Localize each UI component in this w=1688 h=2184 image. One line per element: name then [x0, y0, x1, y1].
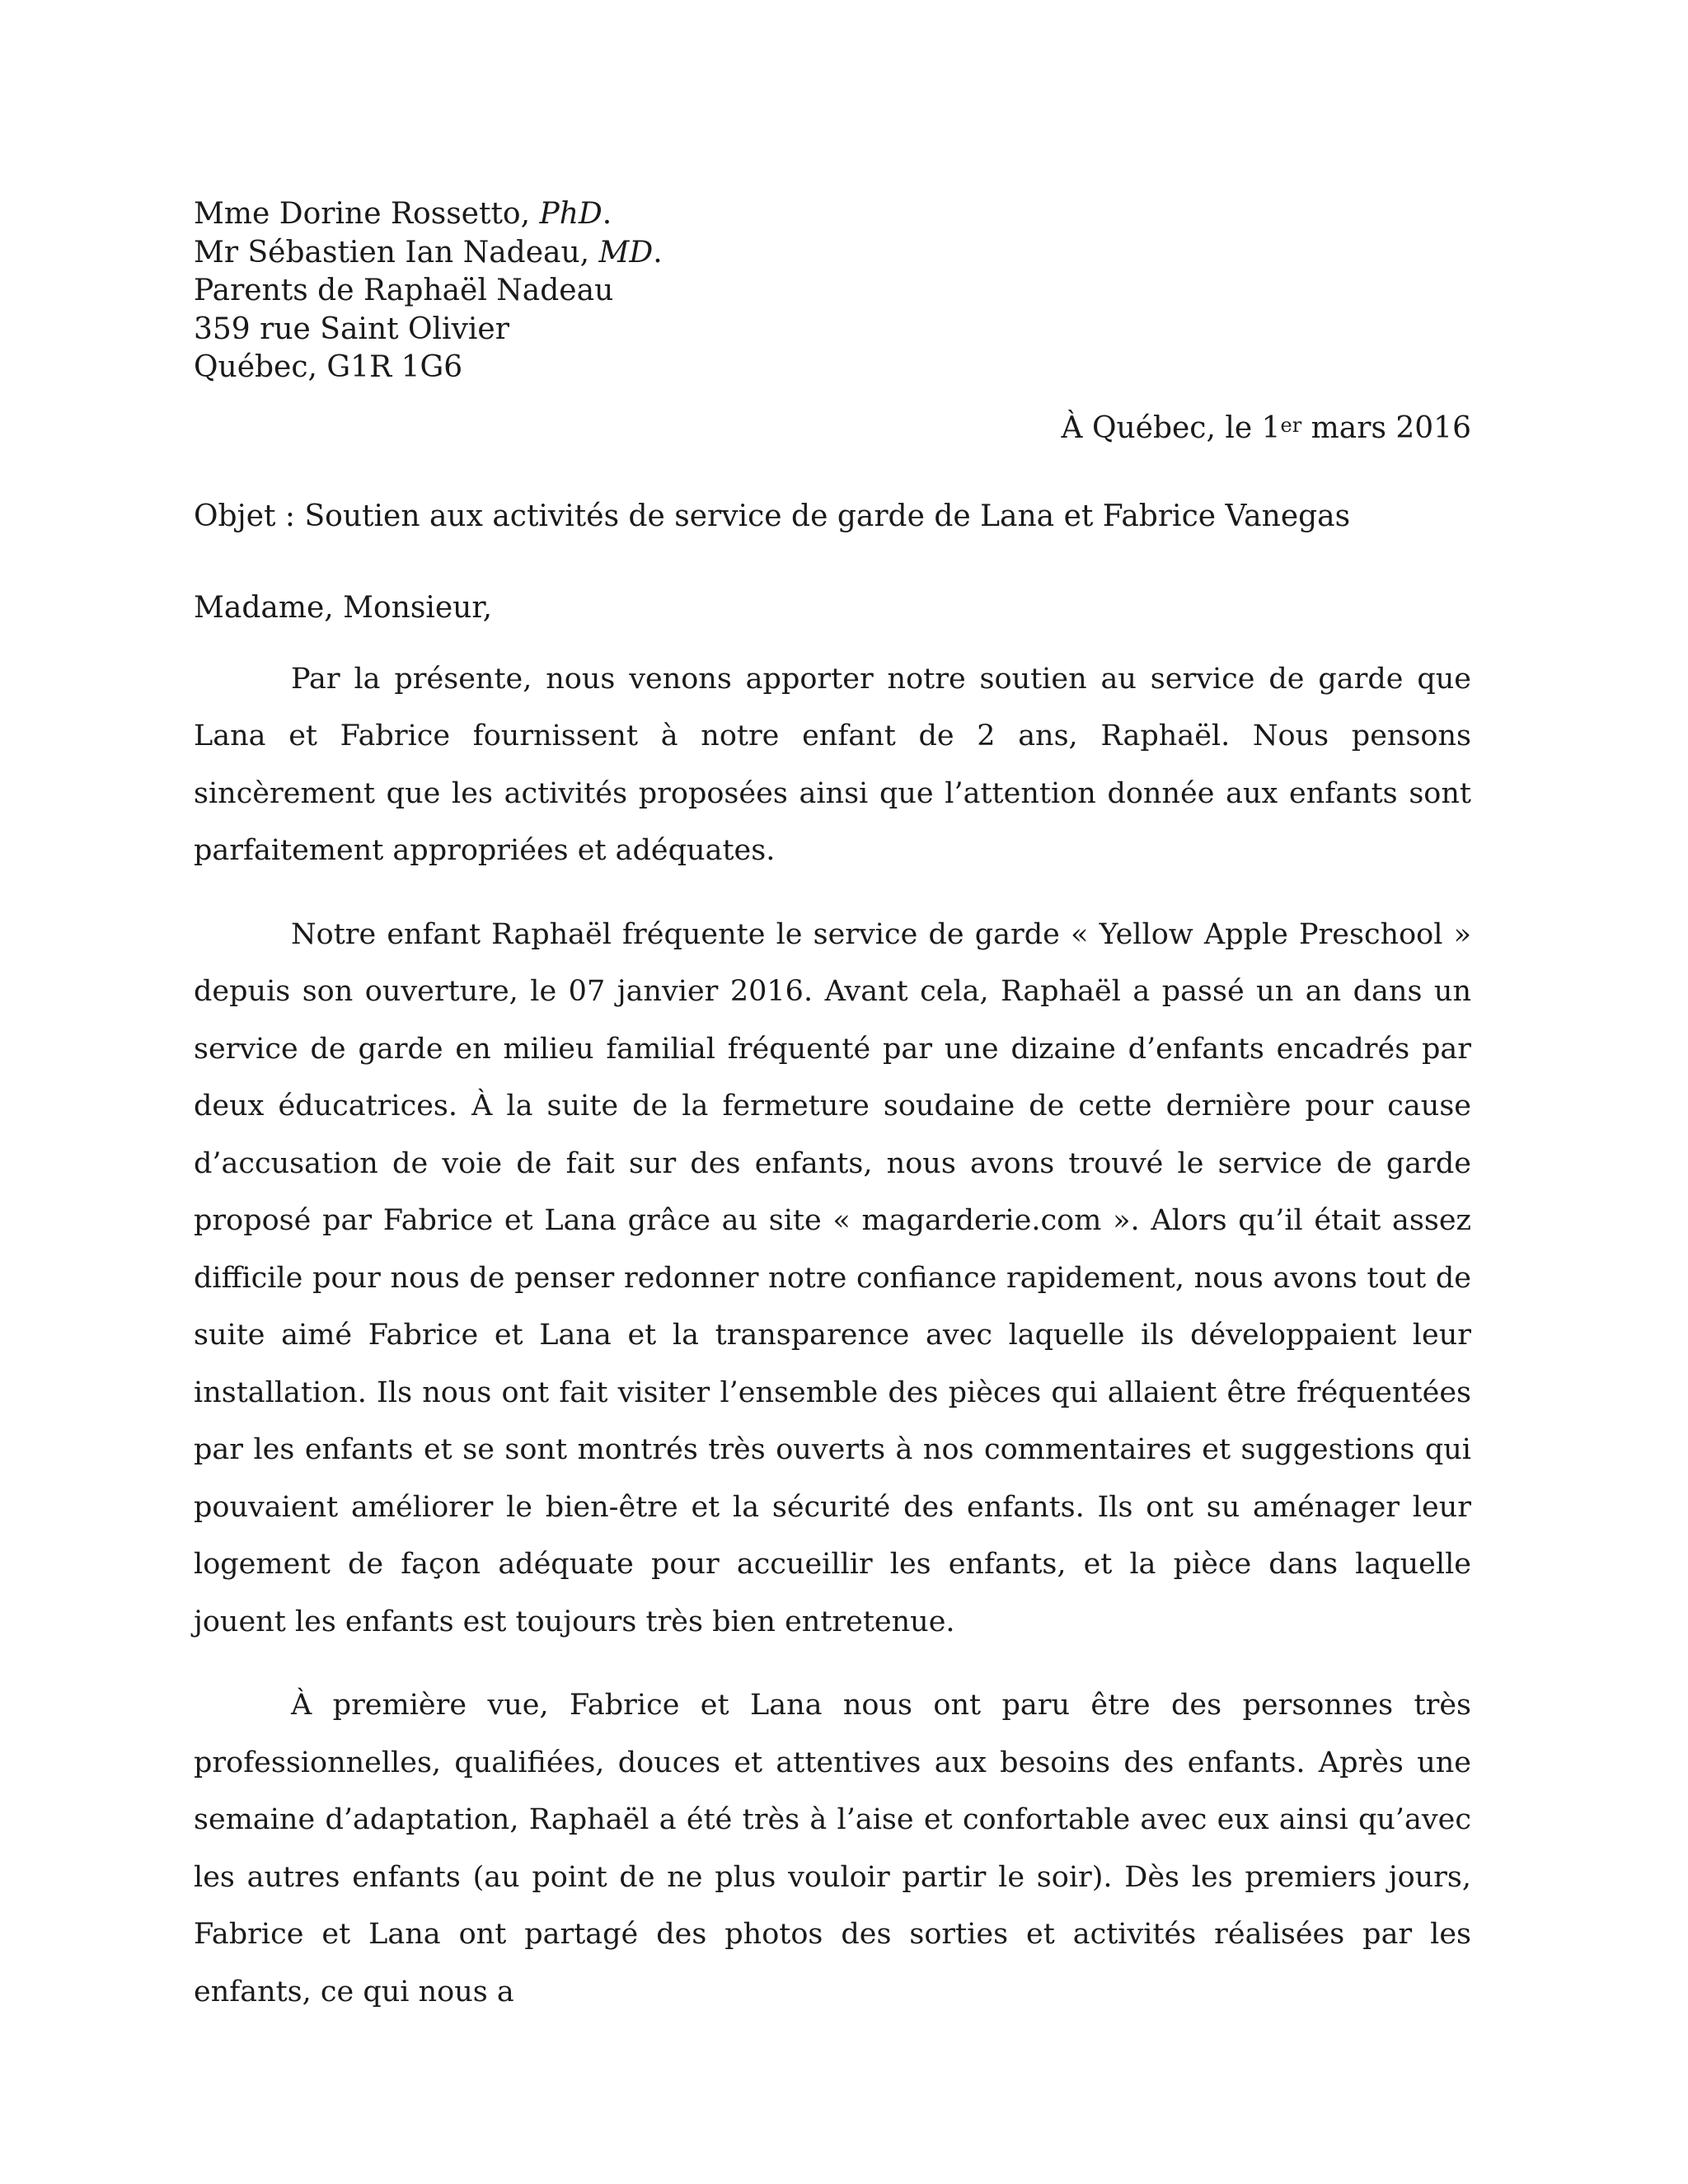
date-superscript: er [1280, 413, 1302, 437]
sender-mother-name: Mme Dorine Rossetto, [194, 197, 540, 231]
sender-father-title: MD [598, 235, 654, 269]
body-paragraph-3: À première vue, Fabrice et Lana nous ont paru être des personnes très professionnelles, qualifiées, douces et attentives aux besoins des enfants. Après une semaine d’adaptation, Raphaël a été très à l’aise et confortable avec eux ainsi qu’avec les autres enfants (au point de ne plus vouloir partir le soir). Dès les premiers jours, Fabrice et Lana ont partagé des photos des sorties et activités réalisées par les enfants, ce qui nous a [194, 1689, 1471, 2008]
sender-mother-title-period: . [602, 197, 612, 231]
date-prefix: À Québec, le 1 [1061, 410, 1281, 445]
date-suffix: mars 2016 [1301, 410, 1471, 445]
letter-body [194, 651, 1471, 2022]
sender-street: 359 rue Saint Olivier [194, 312, 509, 346]
sender-father-name: Mr Sébastien Ian Nadeau, [194, 235, 599, 269]
body-paragraph-1: Par la présente, nous venons apporter notre soutien au service de garde que Lana et Fabrice fournissent à notre enfant de 2 ans, Raphaël. Nous pensons sincèrement que les activités proposées ainsi que l’attention donnée aux enfants sont parfaitement appropriées et adéquates. [194, 662, 1471, 867]
body-paragraph-2: Notre enfant Raphaël fréquente le service de garde « Yellow Apple Preschool » depuis son ouverture, le 07 janvier 2016. Avant cela, Raphaël a passé un an dans un service de garde en milieu familial fréquenté par une dizaine d’enfants encadrés par deux éducatrices. À la suite de la fermeture soudaine de cette dernière pour cause d’accusation de voie de fait sur des enfants, nous avons trouvé le service de garde proposé par Fabrice et Lana grâce au site « magarderie.com ». Alors qu’il était assez difficile pour nous de penser redonner notre confiance rapidement, nous avons tout de suite aimé Fabrice et Lana et la transparence avec laquelle ils développaient leur installation. Ils nous ont fait visiter l’ensemble des pièces qui allaient être fréquentées par les enfants et se sont montrés très ouverts à nos commentaires et suggestions qui pouvaient améliorer le bien-être et la sécurité des enfants. Ils ont su aménager leur logement de façon adéquate pour accueillir les enfants, et la pièce dans laquelle jouent les enfants est toujours très bien entretenue. [194, 917, 1471, 1638]
sender-line-1 [194, 195, 1471, 234]
letter-subject: Objet : Soutien aux activités de service de garde de Lana et Fabrice Vanegas [194, 499, 1351, 533]
sender-city-postal: Québec, G1R 1G6 [194, 350, 463, 384]
sender-line-2 [194, 234, 1471, 273]
sender-line-3: Parents de Raphaël Nadeau [194, 274, 614, 307]
letter-date [194, 409, 1471, 448]
letter-content [194, 195, 1471, 2047]
letter-salutation: Madame, Monsieur, [194, 590, 493, 625]
sender-address-block [194, 195, 1471, 387]
sender-mother-title: PhD [539, 197, 603, 231]
sender-father-title-period: . [653, 235, 663, 269]
